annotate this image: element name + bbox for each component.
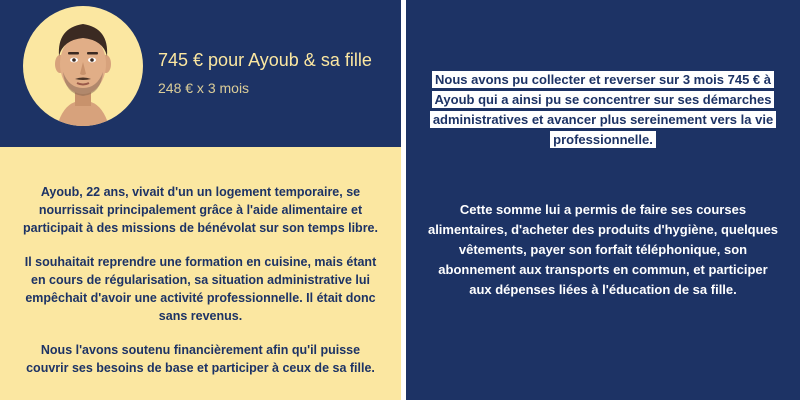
header-panel (0, 0, 401, 147)
outcome-usage: Cette somme lui a permis de faire ses courses alimentaires, d'acheter des produits d'hygiène, quelques vêtements, payer son forfait téléphonique, son abonnement aux transports en commun, et participer aux dépenses liées à l'éducation de sa fille. (427, 202, 779, 297)
story-paragraph-1: Ayoub, 22 ans, vivait d'un un logement temporaire, se nourrissait principalement grâce à l'aide alimentaire et participait à des missions de bénévolat sur son temps libre. (23, 185, 378, 235)
story-panel (0, 147, 401, 400)
story-text (18, 183, 383, 393)
donation-headline (158, 50, 372, 71)
amount-breakdown: 248 € x 3 mois (158, 80, 250, 96)
story-paragraph-2: Il souhaitait reprendre une formation en cuisine, mais étant en cours de régularisation, sa situation administrative lui empêchait d'avoir une activité professionnelle. Il était donc sans revenus. (24, 255, 377, 323)
outcome-highlight-text: Nous avons pu collecter et reverser sur 3 mois 745 € à Ayoub qui a ainsi pu se concentrer sur ses démarches administratives et avancer plus sereinement vers la vie professionnelle. (430, 71, 776, 148)
avatar (23, 6, 143, 126)
connector-text: pour (203, 50, 249, 70)
beneficiary-name: Ayoub & sa fille (248, 50, 372, 70)
portrait-illustration-icon (23, 6, 143, 126)
story-paragraph-3: Nous l'avons soutenu financièrement afin qu'il puisse couvrir ses besoins de base et participer à ceux de sa fille. (26, 343, 375, 375)
outcome-highlight (428, 70, 778, 150)
amount: 745 € (158, 50, 204, 70)
